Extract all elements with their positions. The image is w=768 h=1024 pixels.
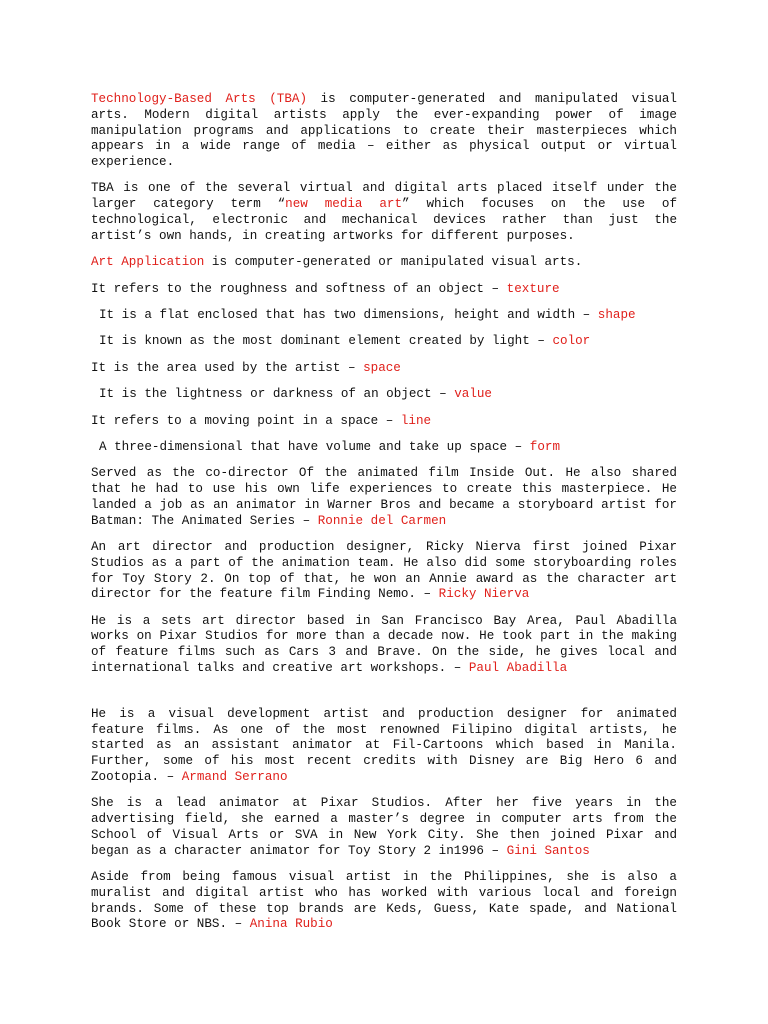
element-item-line: [91, 414, 677, 430]
element-question: It refers to the roughness and softness of an object –: [91, 281, 507, 296]
element-item-form: [91, 440, 677, 456]
element-item-shape: [91, 308, 677, 324]
element-answer: line: [400, 413, 432, 428]
element-answer: shape: [597, 307, 636, 322]
document-page: [91, 92, 677, 944]
artist-description: An art director and production designer, Ricky Nierva first joined Pixar Studios as a part of the animation team. He also did some storyboarding roles for Toy Story 2. On top of that, he won an Annie award as the character art director for the feature film Finding Nemo. –: [91, 539, 677, 602]
element-question: It refers to a moving point in a space –: [91, 413, 401, 428]
artist-paragraph-ronnie: [91, 466, 677, 529]
artist-description: Served as the co-director Of the animated film Inside Out. He also shared that he had to use his own life experiences to create this masterpiece. He landed a job as an animator in Warner Bros and became a storyboard artist for Batman: The Animated Series –: [91, 466, 677, 528]
element-item-texture: [91, 282, 677, 298]
new-media-art-term: new media art: [285, 197, 403, 212]
tba-paragraph: [91, 181, 677, 244]
tba-text-after: ” which focuses on the use of technological, electronic and mechanical devices rather than just the artist’s own hands, in creating artworks for different purposes.: [91, 197, 678, 243]
artist-description: She is a lead animator at Pixar Studios. After her five years in the advertising field, she earned a master’s degree in computer arts from the School of Visual Arts or SVA in New York City. She then joined Pixar and began as a character animator for Toy Story 2 in1996 –: [91, 796, 677, 858]
artist-paragraph-paul: [91, 614, 677, 677]
artist-name: Armand Serrano: [181, 770, 288, 785]
artist-name: Gini Santos: [506, 843, 590, 858]
art-application-term: Art Application: [91, 255, 205, 270]
element-item-space: [91, 361, 677, 377]
artist-paragraph-gini: [91, 796, 677, 859]
artist-paragraph-anina: [91, 870, 677, 933]
element-question: It is a flat enclosed that has two dimensions, height and width –: [99, 307, 598, 322]
artist-paragraph-ricky: [91, 540, 677, 603]
art-application-paragraph: [91, 255, 677, 271]
artist-description: He is a sets art director based in San Francisco Bay Area, Paul Abadilla works on Pixar Studios for more than a decade now. He took part in the making of feature films such as Cars 3 and Brave. On the side, he gives local and international talks and creative art workshops. –: [91, 613, 677, 676]
artist-description: Aside from being famous visual artist in the Philippines, she is also a muralist and digital artist who has worked with various local and foreign brands. Some of these top brands are Keds, Guess, Kate spade, and National Book Store or NBS. –: [91, 870, 677, 932]
artist-description: He is a visual development artist and production designer for animated feature films. As one of the most renowned Filipino digital artists, he started as an assistant animator at Fil-Cartoons which based in Manila. Further, some of his most recent credits with Disney are Big Hero 6 and Zootopia. –: [91, 706, 677, 785]
art-application-text: is computer-generated or manipulated visual arts.: [204, 255, 583, 270]
element-question: It is the lightness or darkness of an object –: [99, 387, 455, 402]
tba-text-before: TBA is one of the several virtual and digital arts placed itself under the larger category term “: [91, 181, 677, 212]
artist-paragraph-armand: [91, 707, 677, 786]
element-item-color: [91, 334, 677, 350]
element-answer: texture: [506, 281, 560, 296]
tba-term: Technology-Based Arts (TBA): [91, 92, 308, 106]
artist-name: Ronnie del Carmen: [317, 513, 447, 528]
artist-name: Anina Rubio: [249, 917, 333, 932]
element-answer: color: [552, 334, 591, 349]
element-answer: value: [454, 387, 492, 402]
intro-paragraph: [91, 92, 677, 171]
element-question: A three-dimensional that have volume and take up space –: [99, 439, 530, 454]
intro-text: is computer-generated and manipulated visual arts. Modern digital artists apply the ever-expanding power of image manipulation programs and applications to create their masterpieces which appears in a wide range of media – either as physical output or virtual experience.: [91, 92, 677, 170]
element-question: It is the area used by the artist –: [91, 360, 364, 375]
artist-name: Ricky Nierva: [438, 587, 530, 602]
artist-name: Paul Abadilla: [468, 661, 568, 676]
element-answer: form: [529, 439, 561, 454]
element-item-value: [91, 387, 677, 403]
element-question: It is known as the most dominant element created by light –: [99, 334, 553, 349]
element-answer: space: [363, 360, 401, 375]
